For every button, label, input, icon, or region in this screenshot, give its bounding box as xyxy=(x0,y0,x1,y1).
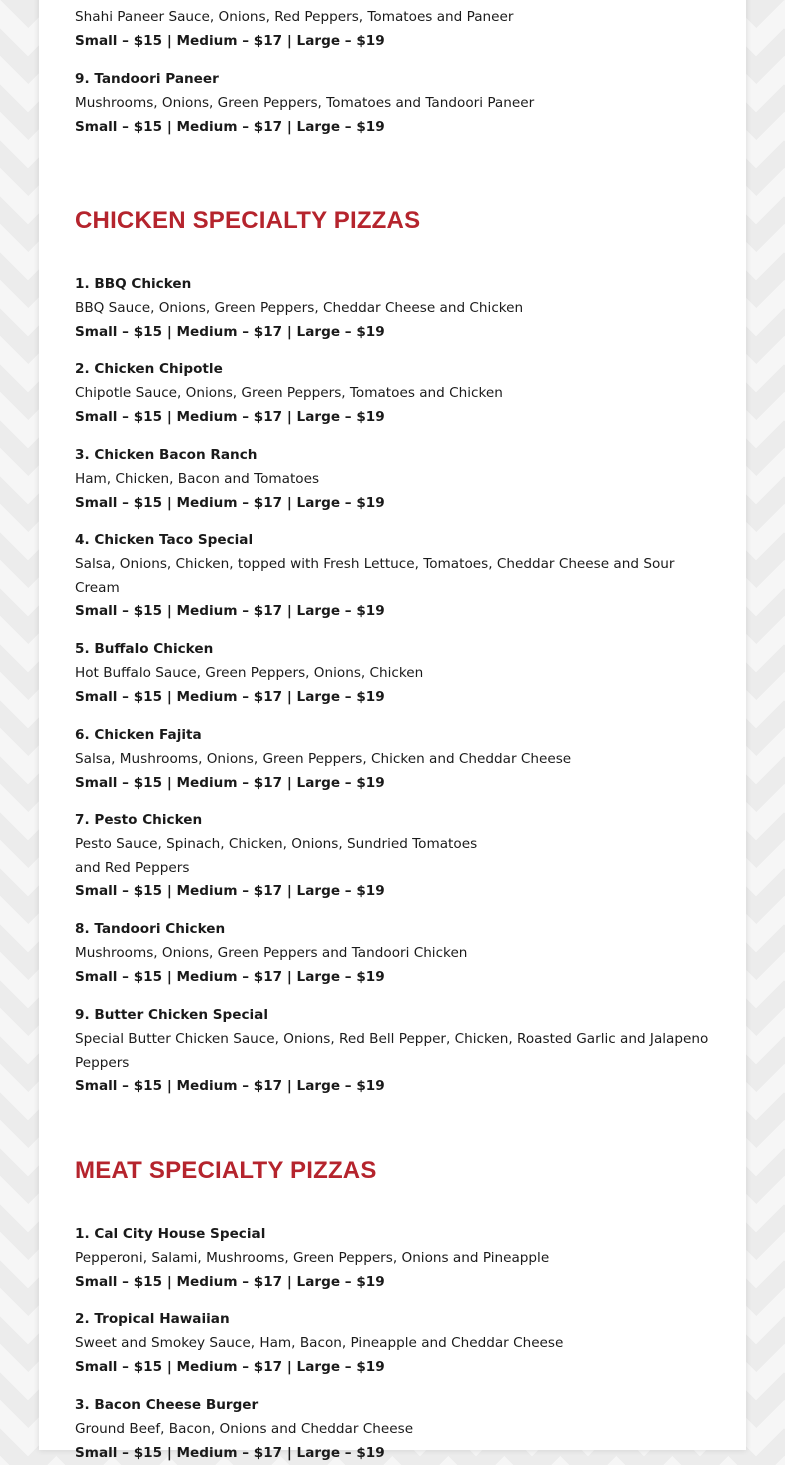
item-name: 3. Bacon Cheese Burger xyxy=(75,1397,259,1413)
item-price: Small – $15 | Medium – $17 | Large – $19 xyxy=(75,408,385,425)
menu-item-buffalo-chicken xyxy=(75,638,715,709)
item-description: Mushrooms, Onions, Green Peppers and Tandoori Chicken xyxy=(75,944,468,961)
item-name: 5. Buffalo Chicken xyxy=(75,641,214,657)
item-name: 4. Chicken Taco Special xyxy=(75,532,254,548)
menu-item-tropical-hawaiian xyxy=(75,1308,715,1379)
item-price: Small – $15 | Medium – $17 | Large – $19 xyxy=(75,1358,385,1375)
item-price: Small – $15 | Medium – $17 | Large – $19 xyxy=(75,32,385,49)
item-description: Sweet and Smokey Sauce, Ham, Bacon, Pineapple and Cheddar Cheese xyxy=(75,1334,564,1351)
item-name: 9. Butter Chicken Special xyxy=(75,1007,269,1023)
section-heading-chicken: CHICKEN SPECIALTY PIZZAS xyxy=(75,207,421,234)
menu-item-chicken-fajita xyxy=(75,724,715,795)
item-name: 1. BBQ Chicken xyxy=(75,276,192,292)
menu-item-cal-city-house-special xyxy=(75,1223,715,1294)
item-price: Small – $15 | Medium – $17 | Large – $19 xyxy=(75,688,385,705)
item-description: Hot Buffalo Sauce, Green Peppers, Onions, Chicken xyxy=(75,664,424,681)
item-description: Pepperoni, Salami, Mushrooms, Green Peppers, Onions and Pineapple xyxy=(75,1249,550,1266)
item-description: Special Butter Chicken Sauce, Onions, Red Bell Pepper, Chicken, Roasted Garlic and Jalapeno Peppers xyxy=(75,1030,709,1071)
item-price: Small – $15 | Medium – $17 | Large – $19 xyxy=(75,1078,385,1095)
item-description: Salsa, Mushrooms, Onions, Green Peppers, Chicken and Cheddar Cheese xyxy=(75,750,572,767)
item-description: Shahi Paneer Sauce, Onions, Red Peppers, Tomatoes and Paneer xyxy=(75,8,514,25)
item-price: Small – $15 | Medium – $17 | Large – $19 xyxy=(75,1273,385,1290)
item-description-line-2: and Red Peppers xyxy=(75,859,190,876)
item-name: 7. Pesto Chicken xyxy=(75,812,203,828)
item-description: Salsa, Onions, Chicken, topped with Fresh Lettuce, Tomatoes, Cheddar Cheese and Sour Cream xyxy=(75,555,675,596)
item-description-line-1: Pesto Sauce, Spinach, Chicken, Onions, Sundried Tomatoes xyxy=(75,835,478,852)
menu-item-tandoori-chicken xyxy=(75,918,715,989)
menu-item-pesto-chicken xyxy=(75,809,715,904)
menu-item-chicken-chipotle xyxy=(75,358,715,429)
section-heading-meat: MEAT SPECIALTY PIZZAS xyxy=(75,1157,377,1184)
item-price: Small – $15 | Medium – $17 | Large – $19 xyxy=(75,1444,385,1461)
item-description: Mushrooms, Onions, Green Peppers, Tomatoes and Tandoori Paneer xyxy=(75,94,535,111)
menu-item-bbq-chicken xyxy=(75,273,715,344)
item-name: 9. Tandoori Paneer xyxy=(75,71,219,87)
item-name: 6. Chicken Fajita xyxy=(75,727,202,743)
item-price: Small – $15 | Medium – $17 | Large – $19 xyxy=(75,968,385,985)
item-name: 2. Chicken Chipotle xyxy=(75,361,223,377)
menu-item-shahi-paneer xyxy=(75,0,715,53)
item-name: 3. Chicken Bacon Ranch xyxy=(75,447,258,463)
item-price: Small – $15 | Medium – $17 | Large – $19 xyxy=(75,323,385,340)
menu-item-tandoori-paneer xyxy=(75,68,715,139)
item-name: 2. Tropical Hawaiian xyxy=(75,1311,230,1327)
item-description: Chipotle Sauce, Onions, Green Peppers, Tomatoes and Chicken xyxy=(75,384,503,401)
item-price: Small – $15 | Medium – $17 | Large – $19 xyxy=(75,883,385,900)
item-price: Small – $15 | Medium – $17 | Large – $19 xyxy=(75,118,385,135)
item-description: BBQ Sauce, Onions, Green Peppers, Cheddar Cheese and Chicken xyxy=(75,299,524,316)
item-price: Small – $15 | Medium – $17 | Large – $19 xyxy=(75,603,385,620)
item-name: 1. Cal City House Special xyxy=(75,1226,266,1242)
item-description: Ham, Chicken, Bacon and Tomatoes xyxy=(75,470,320,487)
item-price: Small – $15 | Medium – $17 | Large – $19 xyxy=(75,774,385,791)
item-name: 8. Tandoori Chicken xyxy=(75,921,226,937)
menu-item-butter-chicken-special xyxy=(75,1004,715,1099)
item-price: Small – $15 | Medium – $17 | Large – $19 xyxy=(75,494,385,511)
item-description: Ground Beef, Bacon, Onions and Cheddar Cheese xyxy=(75,1420,414,1437)
menu-item-chicken-taco-special xyxy=(75,529,715,624)
menu-item-chicken-bacon-ranch xyxy=(75,444,715,515)
